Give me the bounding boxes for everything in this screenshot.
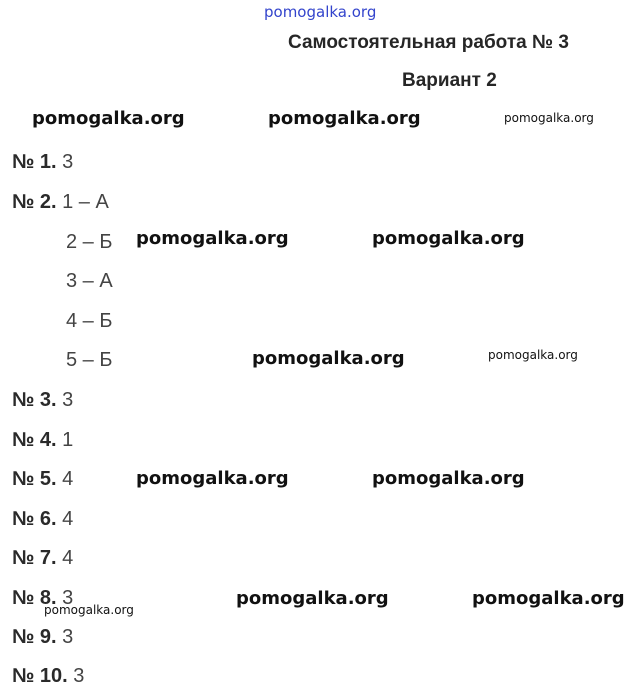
answer-value: 3	[62, 587, 74, 609]
answer-row	[12, 507, 73, 531]
answer-value: 1	[62, 429, 74, 451]
watermark: pomogalka.org	[32, 108, 185, 129]
answer-value: 3	[73, 665, 85, 687]
answer-label: № 5.	[12, 468, 57, 490]
answer-value: 4	[62, 468, 74, 490]
watermark: pomogalka.org	[472, 588, 625, 609]
match-item: 4 – Б	[66, 310, 113, 332]
answer-label: № 4.	[12, 429, 57, 451]
watermark: pomogalka.org	[236, 588, 389, 609]
answer-label: № 10.	[12, 665, 68, 687]
answer-row	[12, 150, 73, 174]
answer-row	[12, 586, 73, 610]
match-item: 2 – Б	[66, 231, 113, 253]
watermark: pomogalka.org	[136, 468, 289, 489]
answer-row	[12, 664, 84, 688]
answer-label: № 9.	[12, 626, 57, 648]
watermark: pomogalka.org	[372, 468, 525, 489]
answer-value: 4	[62, 508, 74, 530]
watermark-small: pomogalka.org	[504, 111, 594, 125]
answer-label: № 7.	[12, 547, 57, 569]
answer-label: № 3.	[12, 389, 57, 411]
match-item: 5 – Б	[66, 349, 113, 371]
answer-label: № 2.	[12, 191, 57, 213]
answer-row	[12, 625, 73, 649]
answer-value: 4	[62, 547, 74, 569]
watermark: pomogalka.org	[372, 228, 525, 249]
answer-row	[12, 428, 73, 452]
answer-label: № 6.	[12, 508, 57, 530]
answer-row	[12, 546, 73, 570]
answer-row	[12, 190, 109, 214]
watermark: pomogalka.org	[252, 348, 405, 369]
match-item: 3 – А	[66, 270, 113, 292]
watermark-small: pomogalka.org	[488, 348, 578, 362]
answer-value: 1 – А	[62, 191, 109, 213]
answer-value: 3	[62, 151, 74, 173]
top-watermark: pomogalka.org	[264, 3, 377, 21]
answer-row	[12, 388, 73, 412]
page-title: Самостоятельная работа № 3	[288, 32, 569, 53]
answer-value: 3	[62, 389, 74, 411]
answer-label: № 1.	[12, 151, 57, 173]
watermark-small: pomogalka.org	[44, 603, 134, 617]
watermark: pomogalka.org	[136, 228, 289, 249]
answer-row	[12, 467, 73, 491]
watermark: pomogalka.org	[268, 108, 421, 129]
answer-label: № 8.	[12, 587, 57, 609]
variant-heading: Вариант 2	[402, 70, 497, 91]
answer-value: 3	[62, 626, 74, 648]
